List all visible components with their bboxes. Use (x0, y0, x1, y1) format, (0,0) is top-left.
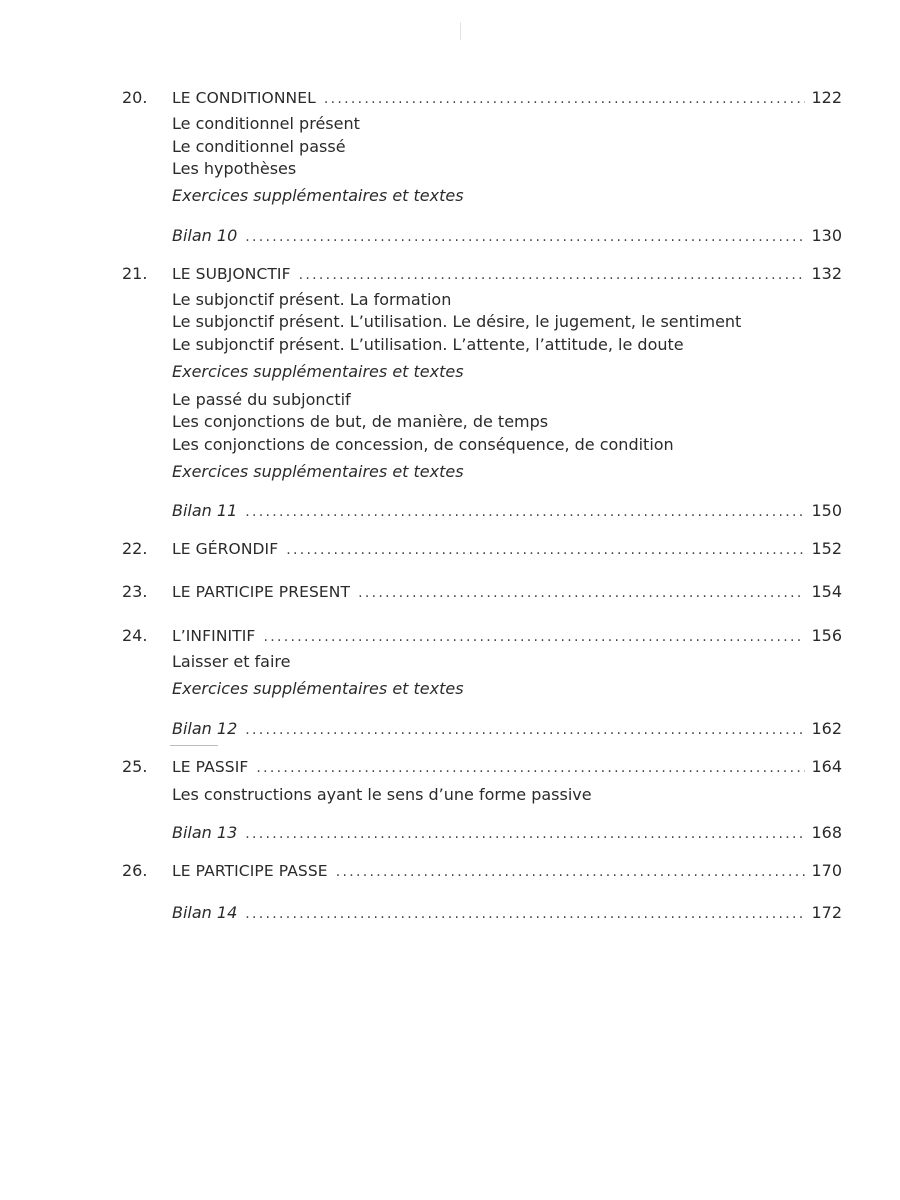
chapter-title: LE CONDITIONNEL (172, 89, 316, 107)
toc-entry-bilan14[interactable] (172, 901, 842, 925)
leader-dots (324, 87, 806, 111)
subsection-title: Laisser et faire (172, 652, 291, 671)
toc-entry-ch24[interactable] (122, 624, 842, 648)
toc-entry-ch20[interactable] (122, 86, 842, 110)
chapter-number: 24. (122, 626, 148, 645)
toc-entry-ch25[interactable] (122, 755, 842, 779)
subsection-title: Les conjonctions de but, de manière, de temps (172, 412, 549, 431)
toc-entry-ch21[interactable] (122, 262, 842, 286)
page-number: 162 (811, 719, 842, 738)
chapter-number: 23. (122, 582, 148, 601)
chapter-number: 21. (122, 264, 148, 283)
toc-entry-ch26[interactable] (122, 859, 842, 883)
page-number: 168 (811, 823, 842, 842)
exercises-label: Exercices supplémentaires et textes (172, 186, 464, 205)
subsection-title: Les hypothèses (172, 159, 297, 178)
subsection-title: Le subjonctif présent. L’utilisation. L’attente, l’attitude, le doute (172, 335, 684, 354)
page-number: 154 (811, 582, 842, 601)
leader-dots (245, 500, 805, 524)
scan-mark (170, 745, 218, 746)
leader-dots (245, 822, 805, 846)
leader-dots (245, 902, 805, 926)
leader-dots (336, 860, 806, 884)
scan-mark (460, 22, 461, 40)
leader-dots (245, 225, 805, 249)
chapter-title: L’INFINITIF (172, 627, 256, 645)
toc-entry-ch23[interactable] (122, 580, 842, 604)
toc-entry-bilan11[interactable] (172, 499, 842, 523)
subsection-title: Les constructions ayant le sens d’une forme passive (172, 785, 592, 804)
bilan-title: Bilan 14 (172, 903, 238, 922)
leader-dots (286, 538, 805, 562)
exercises-label: Exercices supplémentaires et textes (172, 679, 464, 698)
page-number: 152 (811, 539, 842, 558)
page-number: 156 (811, 626, 842, 645)
subsection-title: Le passé du subjonctif (172, 390, 351, 409)
chapter-title: LE SUBJONCTIF (172, 265, 291, 283)
toc-entry-bilan13[interactable] (172, 821, 842, 845)
toc-entry-bilan10[interactable] (172, 224, 842, 248)
subsection-title: Le conditionnel passé (172, 137, 346, 156)
subsection-title: Le subjonctif présent. L’utilisation. Le désire, le jugement, le sentiment (172, 312, 742, 331)
exercises-label: Exercices supplémentaires et textes (172, 362, 464, 381)
chapter-title: LE PARTICIPE PASSE (172, 862, 328, 880)
leader-dots (358, 581, 805, 605)
bilan-title: Bilan 13 (172, 823, 238, 842)
chapter-title: LE PARTICIPE PRESENT (172, 583, 351, 601)
chapter-title: LE GÉRONDIF (172, 540, 279, 558)
leader-dots (263, 625, 805, 649)
chapter-number: 22. (122, 539, 148, 558)
page-number: 132 (811, 264, 842, 283)
page-number: 164 (811, 757, 842, 776)
page-number: 170 (811, 861, 842, 880)
leader-dots (245, 718, 805, 742)
bilan-title: Bilan 10 (172, 226, 238, 245)
leader-dots (256, 756, 805, 780)
subsection-title: Le conditionnel présent (172, 114, 360, 133)
page-number: 130 (811, 226, 842, 245)
leader-dots (299, 263, 806, 287)
chapter-number: 20. (122, 88, 148, 107)
chapter-title: LE PASSIF (172, 758, 249, 776)
page-number: 172 (811, 903, 842, 922)
page-number: 122 (811, 88, 842, 107)
subsection-title: Le subjonctif présent. La formation (172, 290, 452, 309)
subsection-title: Les conjonctions de concession, de conséquence, de condition (172, 435, 674, 454)
toc-entry-bilan12[interactable] (172, 717, 842, 741)
exercises-label: Exercices supplémentaires et textes (172, 462, 464, 481)
chapter-number: 26. (122, 861, 148, 880)
bilan-title: Bilan 12 (172, 719, 238, 738)
page-number: 150 (811, 501, 842, 520)
chapter-number: 25. (122, 757, 148, 776)
bilan-title: Bilan 11 (172, 501, 238, 520)
toc-entry-ch22[interactable] (122, 537, 842, 561)
